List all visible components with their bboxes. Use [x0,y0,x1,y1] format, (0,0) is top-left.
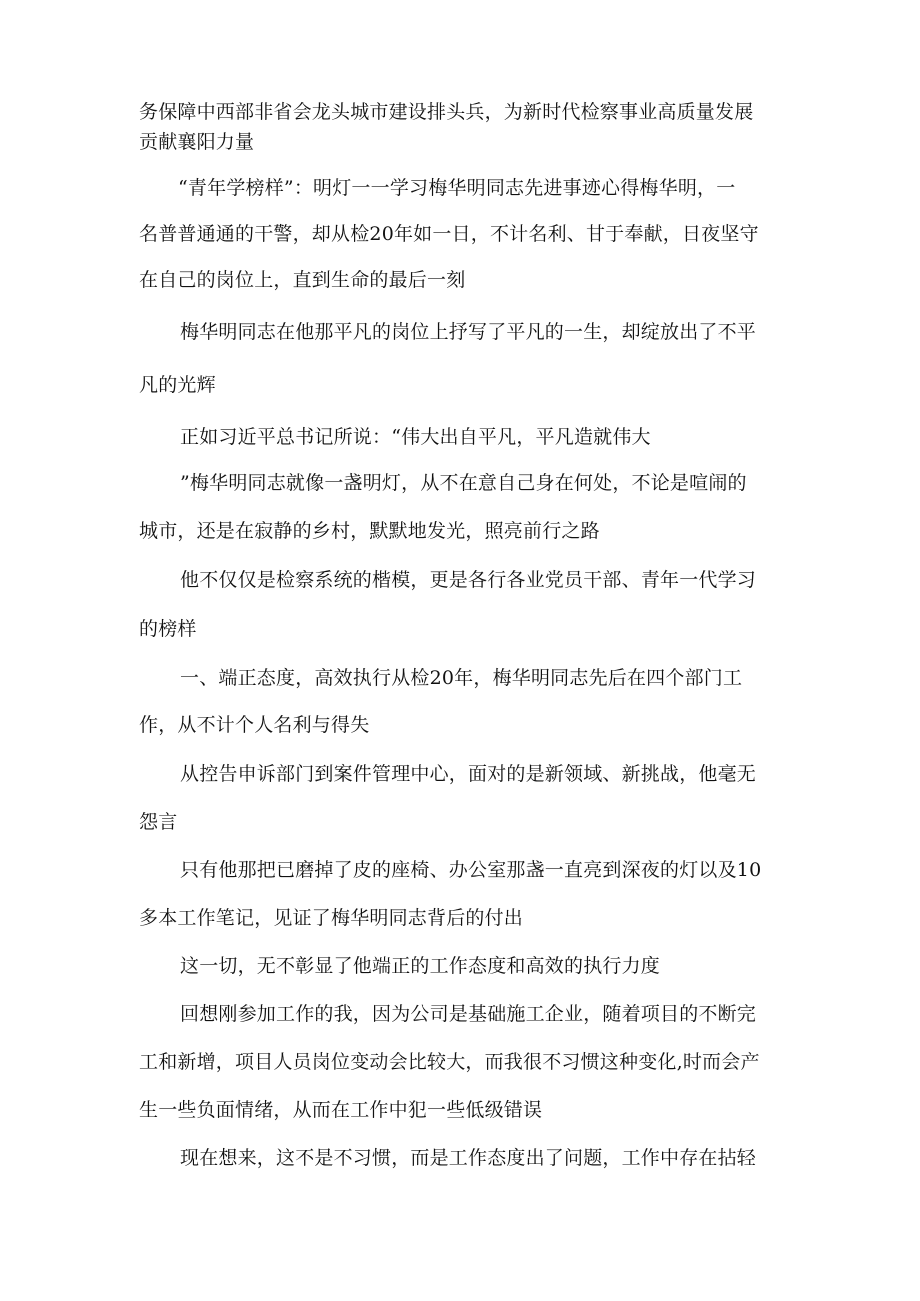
text-line: 梅华明同志在他那平凡的岗位上抒写了平凡的一生，却绽放出了不平 [180,321,757,343]
text-line: 的榜样 [139,618,197,640]
text-line: 一、端正态度，高效执行从检20年，梅华明同志先后在四个部门工 [180,667,743,689]
text-line: 贡献襄阳力量 [139,131,255,153]
text-line: 现在想来，这不是不习惯，而是工作态度出了问题，工作中存在拈轻 [180,1147,757,1169]
text-line: 回想刚参加工作的我，因为公司是基础施工企业，随着项目的不断完 [180,1003,757,1025]
text-line: 工和新增，项目人员岗位变动会比较大，而我很不习惯这种变化,时而会产 [139,1051,760,1073]
text-line: 务保障中西部非省会龙头城市建设排头兵，为新时代检察事业高质量发展 [139,101,754,123]
text-line: 名普普通通的干警，却从检20年如一日，不计名利、甘于奉献，日夜坚守 [139,223,759,245]
text-line: 他不仅仅是检察系统的楷模，更是各行各业党员干部、青年一代学习 [180,569,757,591]
text-line: 凡的光辉 [139,374,216,396]
text-line: 这一切，无不彰显了他端正的工作态度和高效的执行力度 [180,955,661,977]
text-line: “青年学榜样”：明灯一一学习梅华明同志先进事迹心得梅华明，一 [178,177,736,199]
text-line: 怨言 [139,811,178,833]
text-line: 在自己的岗位上，直到生命的最后一刻 [139,269,466,291]
text-line: 正如习近平总书记所说：“伟大出自平凡，平凡造就伟大 [180,426,651,448]
text-line: ”梅华明同志就像一盏明灯，从不在意自己身在何处，不论是喧闹的 [180,472,747,494]
text-line: 城市，还是在寂静的乡村，默默地发光，照亮前行之路 [139,520,600,542]
text-line: 只有他那把已磨掉了皮的座椅、办公室那盏一直亮到深夜的灯以及10 [180,859,762,881]
text-line: 从控告申诉部门到案件管理中心，面对的是新领域、新挑战，他毫无 [180,763,757,785]
text-line: 多本工作笔记，见证了梅华明同志背后的付出 [139,907,524,929]
text-line: 作，从不计个人名利与得失 [139,714,370,736]
text-line: 生一些负面情绪，从而在工作中犯一些低级错误 [139,1099,543,1121]
